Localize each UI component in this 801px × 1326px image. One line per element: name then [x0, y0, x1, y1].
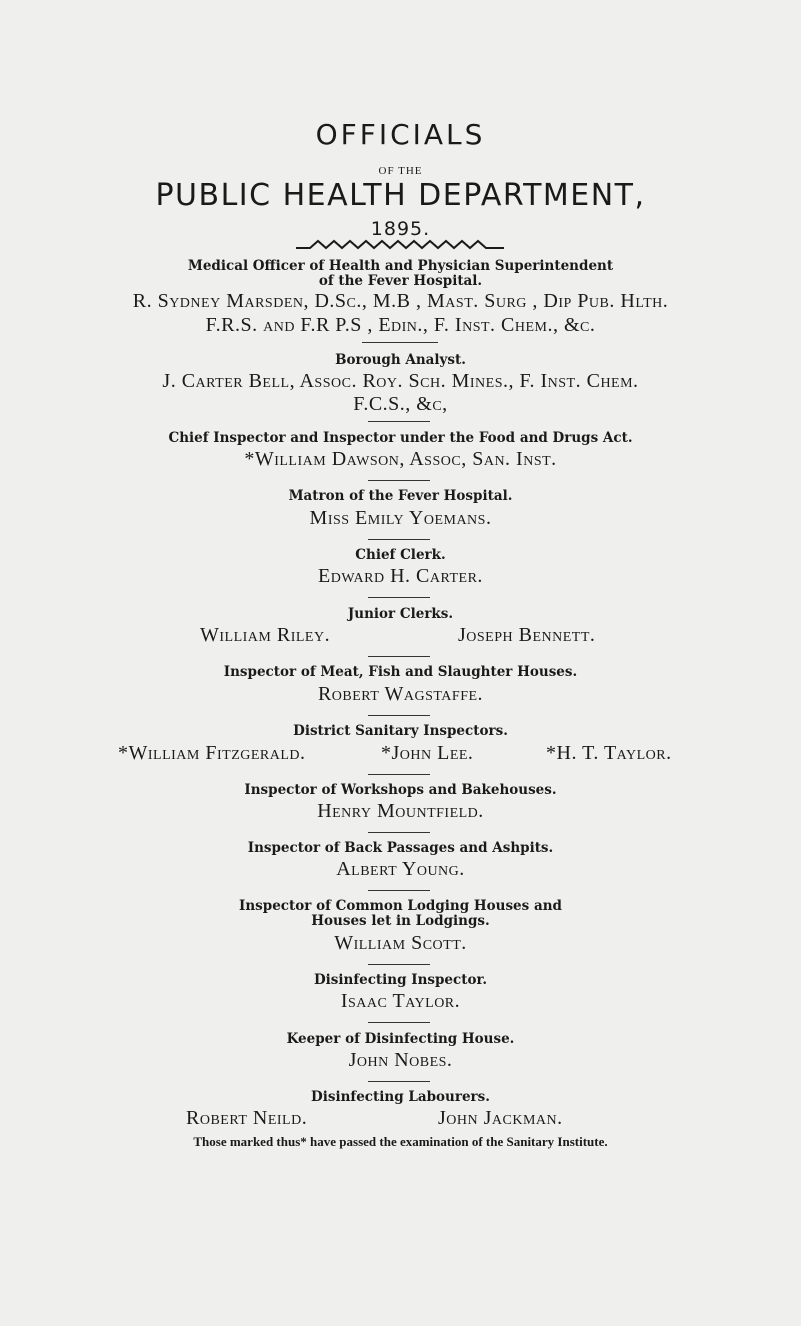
- divider: [368, 421, 430, 422]
- official-name: William Scott.: [334, 932, 467, 954]
- divider: [368, 1081, 430, 1082]
- official-name: William Riley.: [200, 624, 331, 646]
- divider: [362, 342, 438, 343]
- section-heading-matron: Matron of the Fever Hospital.: [288, 488, 513, 504]
- divider: [368, 480, 430, 481]
- footnote: Those marked thus* have passed the examination of the Sanitary Institute.: [193, 1134, 608, 1149]
- official-name: Robert Wagstaffe.: [317, 683, 484, 705]
- section-heading-medical-officer-2: of the Fever Hospital.: [318, 273, 483, 289]
- section-heading-meat-inspector: Inspector of Meat, Fish and Slaughter Houses.: [223, 664, 578, 680]
- section-heading-junior-clerks: Junior Clerks.: [347, 606, 454, 622]
- divider: [368, 774, 430, 775]
- section-heading-lodging-inspector-2: Houses let in Lodgings.: [311, 913, 490, 929]
- section-heading-workshops-inspector: Inspector of Workshops and Bakehouses.: [244, 782, 557, 798]
- divider: [368, 964, 430, 965]
- section-heading-medical-officer: Medical Officer of Health and Physician Superintendent: [187, 258, 614, 274]
- official-name: Albert Young.: [336, 858, 465, 880]
- official-qualifications: F.C.S., &c,: [353, 393, 448, 415]
- official-name: John Nobes.: [348, 1049, 453, 1071]
- subtitle-of-the: OF THE: [378, 165, 423, 177]
- official-name: Isaac Taylor.: [340, 990, 461, 1012]
- department-title: PUBLIC HEALTH DEPARTMENT,: [155, 178, 646, 213]
- official-qualifications: F.R.S. and F.R P.S , Edin., F. Inst. Chem., &c.: [205, 314, 596, 336]
- section-heading-labourers: Disinfecting Labourers.: [311, 1089, 490, 1105]
- section-heading-disinfecting-keeper: Keeper of Disinfecting House.: [286, 1031, 515, 1047]
- official-name: *William Dawson, Assoc, San. Inst.: [244, 448, 557, 470]
- divider: [368, 656, 430, 657]
- official-name: John Jackman.: [438, 1107, 563, 1129]
- page-title: OFFICIALS: [315, 118, 486, 151]
- section-heading-district-inspectors: District Sanitary Inspectors.: [293, 723, 508, 739]
- section-heading-analyst: Borough Analyst.: [335, 352, 466, 368]
- divider: [368, 832, 430, 833]
- official-name: R. Sydney Marsden, D.Sc., M.B , Mast. Surg , Dip Pub. Hlth.: [132, 290, 669, 312]
- section-heading-chief-inspector: Chief Inspector and Inspector under the Food and Drugs Act.: [168, 430, 633, 446]
- official-name: Joseph Bennett.: [458, 624, 596, 646]
- official-name: *William Fitzgerald.: [118, 742, 306, 764]
- divider: [368, 597, 430, 598]
- year: 1895.: [370, 218, 431, 240]
- official-name: J. Carter Bell, Assoc. Roy. Sch. Mines., F. Inst. Chem.: [162, 370, 639, 392]
- section-heading-disinfecting-inspector: Disinfecting Inspector.: [313, 972, 488, 988]
- divider: [368, 539, 430, 540]
- ornamental-rule-icon: [294, 238, 506, 250]
- divider: [368, 890, 430, 891]
- official-name: Henry Mountfield.: [317, 800, 484, 822]
- official-name: Miss Emily Yoemans.: [309, 507, 492, 529]
- section-heading-passages-inspector: Inspector of Back Passages and Ashpits.: [247, 840, 554, 856]
- divider: [368, 715, 430, 716]
- official-name: *John Lee.: [381, 742, 474, 764]
- divider: [368, 1022, 430, 1023]
- official-name: Edward H. Carter.: [318, 565, 483, 587]
- official-name: Robert Neild.: [186, 1107, 308, 1129]
- official-name: *H. T. Taylor.: [546, 742, 672, 764]
- section-heading-lodging-inspector: Inspector of Common Lodging Houses and: [239, 898, 562, 914]
- section-heading-chief-clerk: Chief Clerk.: [355, 547, 446, 563]
